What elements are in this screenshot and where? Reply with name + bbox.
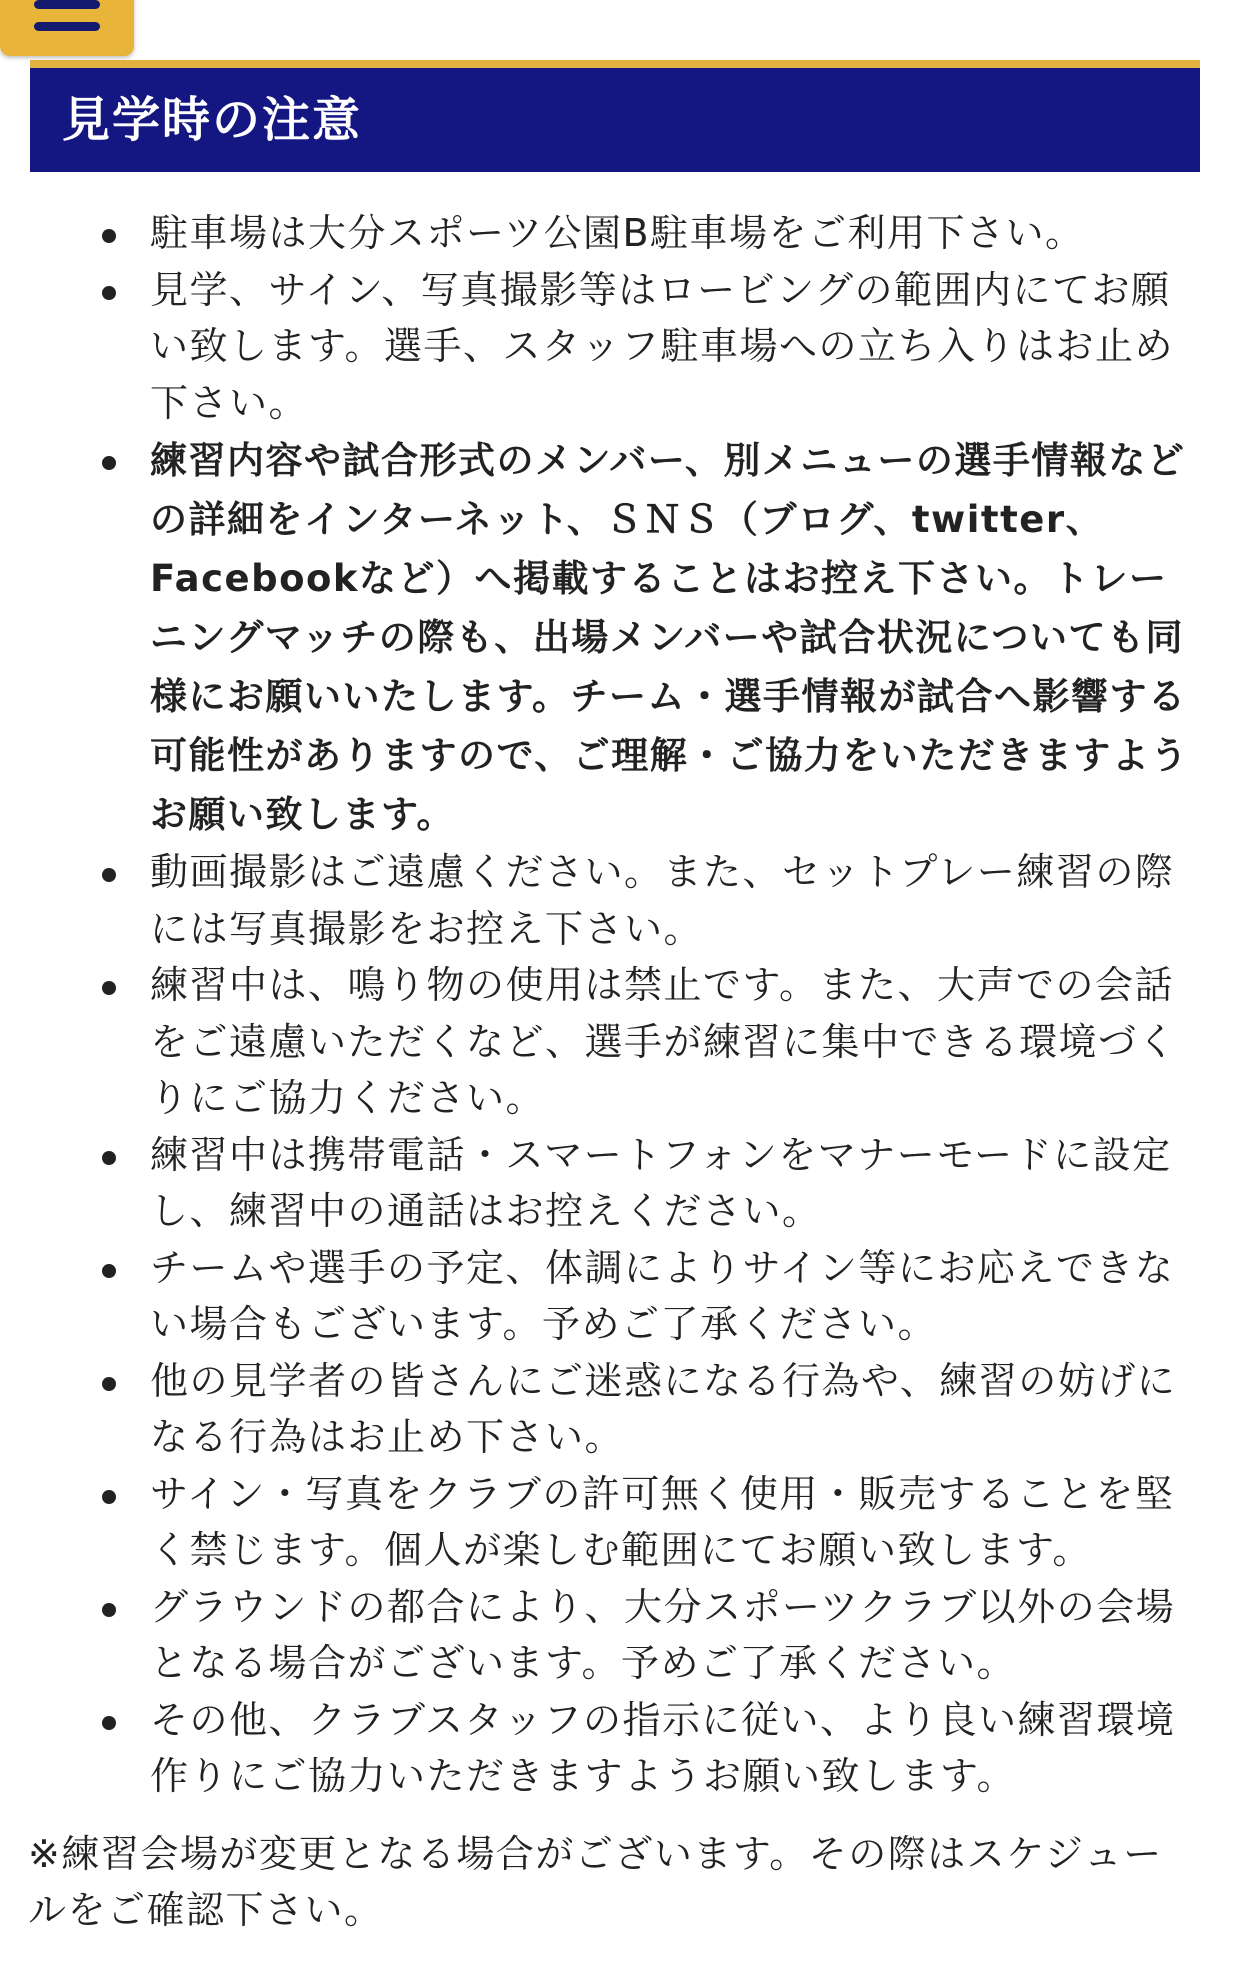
notes-list bbox=[0, 205, 1242, 1805]
section-title: 見学時の注意 bbox=[30, 68, 1200, 172]
header-accent-line bbox=[30, 60, 1200, 68]
list-item: その他、クラブスタッフの指示に従い、より良い練習環境作りにご協力いただきますようお願い致します。 bbox=[150, 1692, 1190, 1805]
list-item: 駐車場は大分スポーツ公園B駐車場をご利用下さい。 bbox=[150, 205, 1190, 262]
hamburger-menu-icon bbox=[34, 0, 100, 9]
list-item: 動画撮影はご遠慮ください。また、セットプレー練習の際には写真撮影をお控え下さい。 bbox=[150, 844, 1190, 957]
hamburger-menu-icon-bar bbox=[34, 22, 100, 31]
list-item: 練習中は携帯電話・スマートフォンをマナーモードに設定し、練習中の通話はお控えください。 bbox=[150, 1127, 1190, 1240]
list-item: 練習中は、鳴り物の使用は禁止です。また、大声での会話をご遠慮いただくなど、選手が練習に集中できる環境づくりにご協力ください。 bbox=[150, 957, 1190, 1127]
list-item: グラウンドの都合により、大分スポーツクラブ以外の会場となる場合がございます。予めご了承ください。 bbox=[150, 1579, 1190, 1692]
footnote: ※練習会場が変更となる場合がございます。その際はスケジュールをご確認下さい。 bbox=[28, 1832, 1163, 1932]
list-item: サイン・写真をクラブの許可無く使用・販売することを堅く禁じます。個人が楽しむ範囲にてお願い致します。 bbox=[150, 1466, 1190, 1579]
menu-button[interactable] bbox=[0, 0, 134, 56]
list-item-emphasized: 練習内容や試合形式のメンバー、別メニューの選手情報などの詳細をインターネット、ＳＮＳ（ブログ、twitter、Facebookなど）へ掲載することはお控え下さい。トレーニングマッチの際も、出場メンバーや試合状況についても同様にお願いいたします。チーム・選手情報が試合へ影響する可能性がありますので、ご理解・ご協力をいただきますようお願い致します。 bbox=[150, 431, 1190, 844]
list-item: 他の見学者の皆さんにご迷惑になる行為や、練習の妨げになる行為はお止め下さい。 bbox=[150, 1353, 1190, 1466]
list-item: チームや選手の予定、体調によりサイン等にお応えできない場合もございます。予めご了承ください。 bbox=[150, 1240, 1190, 1353]
list-item: 見学、サイン、写真撮影等はロービングの範囲内にてお願い致します。選手、スタッフ駐車場への立ち入りはお止め下さい。 bbox=[150, 262, 1190, 432]
